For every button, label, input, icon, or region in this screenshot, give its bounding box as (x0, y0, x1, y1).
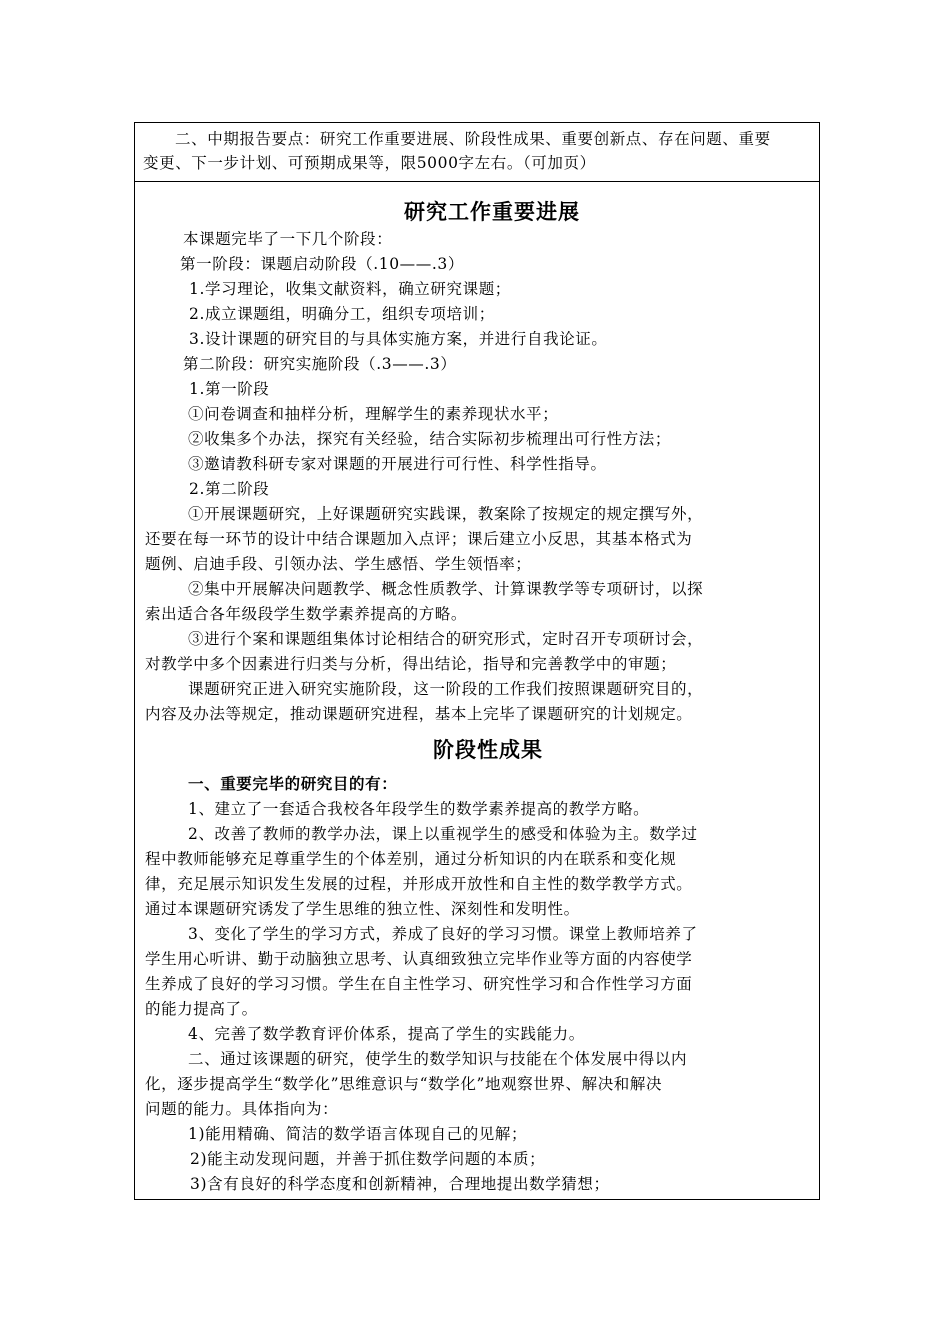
paragraph-line: 第二阶段：研究实施阶段（.3——.3） (183, 355, 457, 373)
paragraph-line: 律，充足展示知识发生发展的过程，并形成开放性和自主性的数学教学方式。 (145, 875, 693, 893)
paragraph-line: 索出适合各年级段学生数学素养提高的方略。 (145, 605, 468, 623)
paragraph-line: 3.设计课题的研究目的与具体实施方案，并进行自我论证。 (189, 330, 608, 348)
paragraph-line: 1、建立了一套适合我校各年段学生的数学素养提高的教学方略。 (188, 800, 650, 818)
paragraph-line: 第一阶段：课题启动阶段（.10——.3） (180, 255, 464, 273)
table-row-divider (134, 181, 820, 182)
paragraph-line: 2、改善了教师的教学办法，课上以重视学生的感受和体验为主。数学过 (188, 825, 698, 843)
intro-line-2: 变更、下一步计划、可预期成果等，限5000字左右。（可加页） (143, 154, 596, 172)
paragraph-line: ③邀请教科研专家对课题的开展进行可行性、科学性指导。 (188, 455, 607, 473)
paragraph-line-bold: 一、重要完毕的研究目的有： (188, 774, 398, 793)
paragraph-line: 问题的能力。具体指向为： (145, 1100, 339, 1118)
paragraph-line: 2)能主动发现问题，并善于抓住数学问题的本质； (190, 1150, 546, 1168)
intro-line-1: 二、中期报告要点：研究工作重要进展、阶段性成果、重要创新点、存在问题、重要 (175, 130, 771, 148)
paragraph-line: 本课题完毕了一下几个阶段： (183, 230, 393, 248)
paragraph-line: 程中教师能够充足尊重学生的个体差别，通过分析知识的内在联系和变化规 (145, 850, 677, 868)
paragraph-line: ③进行个案和课题组集体讨论相结合的研究形式，定时召开专项研讨会， (188, 630, 704, 648)
paragraph-line: 化，逐步提高学生“数学化”思维意识与“数学化”地观察世界、解决和解决 (145, 1075, 663, 1093)
paragraph-line: 还要在每一环节的设计中结合课题加入点评；课后建立小反思，其基本格式为 (145, 530, 693, 548)
paragraph-line: 3、变化了学生的学习方式，养成了良好的学习习惯。课堂上教师培养了 (188, 925, 698, 943)
paragraph-line: ②收集多个办法，探究有关经验，结合实际初步梳理出可行性方法； (188, 430, 672, 448)
paragraph-line: ①开展课题研究，上好课题研究实践课，教案除了按规定的规定撰写外， (188, 505, 704, 523)
section-title-progress: 研究工作重要进展 (404, 199, 580, 224)
paragraph-line: ②集中开展解决问题教学、概念性质教学、计算课教学等专项研讨，以探 (188, 580, 704, 598)
paragraph-line: 学生用心听讲、勤于动脑独立思考、认真细致独立完毕作业等方面的内容使学 (145, 950, 693, 968)
section-title-results: 阶段性成果 (433, 737, 543, 762)
paragraph-line: 4、完善了数学教育评价体系，提高了学生的实践能力。 (188, 1025, 585, 1043)
paragraph-line: 题例、启迪手段、引领办法、学生感悟、学生领悟率； (145, 555, 532, 573)
paragraph-line: 内容及办法等规定，推动课题研究进程，基本上完毕了课题研究的计划规定。 (145, 705, 693, 723)
paragraph-line: 课题研究正进入研究实施阶段，这一阶段的工作我们按照课题研究目的， (188, 680, 704, 698)
paragraph-line: 生养成了良好的学习习惯。学生在自主性学习、研究性学习和合作性学习方面 (145, 975, 693, 993)
paragraph-line: ①问卷调查和抽样分析，理解学生的素养现状水平； (188, 405, 559, 423)
paragraph-line: 的能力提高了。 (145, 1000, 258, 1018)
paragraph-line: 1.学习理论，收集文献资料，确立研究课题； (189, 280, 511, 298)
paragraph-line: 2.第二阶段 (189, 480, 270, 498)
paragraph-line: 1.第一阶段 (189, 380, 270, 398)
paragraph-line: 3)含有良好的科学态度和创新精神，合理地提出数学猜想； (190, 1175, 610, 1193)
paragraph-line: 通过本课题研究诱发了学生思维的独立性、深刻性和发明性。 (145, 900, 580, 918)
paragraph-line: 2.成立课题组，明确分工，组织专项培训； (189, 305, 495, 323)
paragraph-line: 对教学中多个因素进行归类与分析，得出结论，指导和完善教学中的审题； (145, 655, 677, 673)
paragraph-line: 1)能用精确、简洁的数学语言体现自己的见解； (188, 1125, 528, 1143)
paragraph-line: 二、通过该课题的研究，使学生的数学知识与技能在个体发展中得以内 (188, 1050, 688, 1068)
